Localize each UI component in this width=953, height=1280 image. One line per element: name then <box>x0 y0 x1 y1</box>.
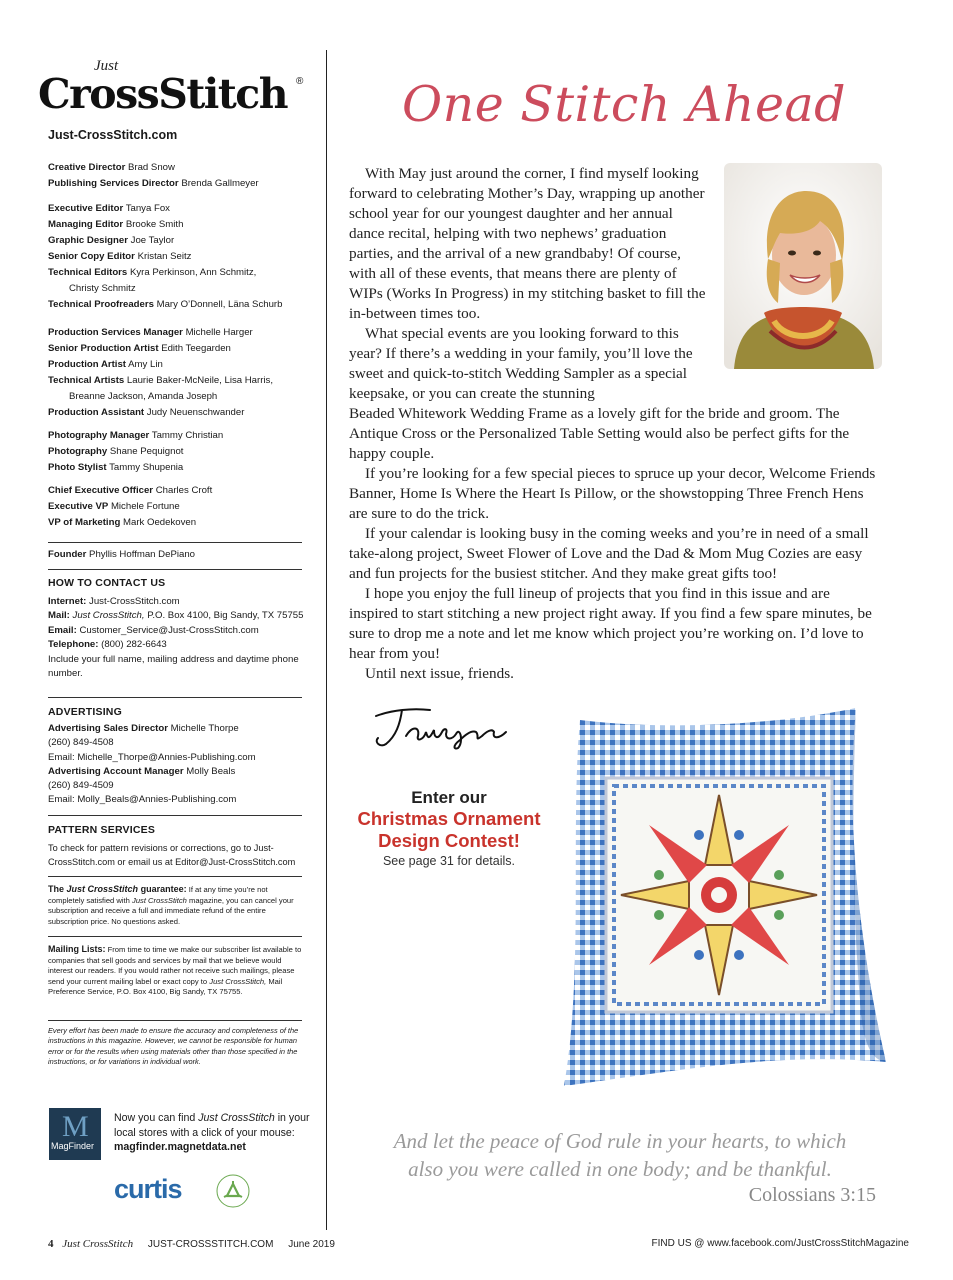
verse-reference: Colossians 3:15 <box>748 1184 876 1206</box>
contest-line3: Design Contest! <box>378 830 520 851</box>
footer-date: June 2019 <box>288 1239 335 1250</box>
magazine-logo <box>38 58 304 120</box>
staff-group-1 <box>48 160 303 192</box>
advertising-dir-email[interactable]: Email: Michelle_Thorpe@Annies-Publishing.com <box>48 751 256 763</box>
staff-line: Photography Manager Tammy Christian <box>48 430 224 441</box>
letter-paragraph: Beaded Whitework Wedding Frame as a lovely gift for the bride and groom. The Antique Cross or the Personalized Table Setting would also be perfect gifts for the happy couple. <box>349 405 850 462</box>
staff-line: Photo Stylist Tammy Shupenia <box>48 462 184 473</box>
footer-left <box>48 1238 335 1250</box>
advertising-title: ADVERTISING <box>48 706 122 718</box>
staff-line: Breanne Jackson, Amanda Joseph <box>69 391 218 402</box>
letter-paragraph: Until next issue, friends. <box>365 665 514 682</box>
divider <box>48 1020 302 1021</box>
staff-line: Photography Shane Pequignot <box>48 446 184 457</box>
staff-line: Creative Director Brad Snow <box>48 162 175 173</box>
pattern-text: To check for pattern revisions or corrections, go to Just-CrossStitch.com or email us at Editor@Just-CrossStitch.com <box>48 843 296 868</box>
letter-paragraph: With May just around the corner, I find myself looking forward to celebrating Mother’s Day, wrapping up another school year for our youngest daughter and her annual dance recital, helping with two nephews’ graduation parties, and the arrival of a new grandbaby! Of course, with all of these events, that means there are plenty of WIPs (Works In Progress) in my stitching basket to fill the in-between times too. <box>349 165 706 322</box>
letter-full-column <box>349 404 879 684</box>
staff-group-3 <box>48 325 303 421</box>
letter-paragraph: If you’re looking for a few special pieces to spruce up your decor, Welcome Friends Banner, Home Is Where the Heart Is Pillow, or the showstopping Three French Hens are sure to do the trick. <box>349 465 876 522</box>
staff-line: Executive Editor Tanya Fox <box>48 203 170 214</box>
staff-line: Production Services Manager Michelle Harger <box>48 327 253 338</box>
staff-line: Technical Proofreaders Mary O’Donnell, Läna Schurb <box>48 299 283 310</box>
staff-line: Senior Copy Editor Kristan Seitz <box>48 251 192 262</box>
contact-email[interactable]: Customer_Service@Just-CrossStitch.com <box>79 624 259 636</box>
advertising-mgr-email[interactable]: Email: Molly_Beals@Annies-Publishing.com <box>48 794 237 806</box>
divider <box>48 876 302 877</box>
staff-group-5 <box>48 483 303 531</box>
advertising-info: Advertising Sales Director Michelle Thorpe (260) 849-4508 Email: Michelle_Thorpe@Annies-Publishing.com Advertising Account Manager Molly Beals (260) 849-4509 Email: Molly_Beals@Annies-Publishing.com <box>48 722 304 808</box>
founder-line: Founder Phyllis Hoffman DePiano <box>48 549 195 560</box>
column-divider <box>326 50 327 1230</box>
divider <box>48 697 302 698</box>
bible-verse: And let the peace of God rule in your hearts, to which also you were called in one body; and be thankful. <box>393 1129 847 1181</box>
editor-signature <box>372 702 512 750</box>
magfinder-url[interactable]: magfinder.magnetdata.net <box>114 1141 246 1153</box>
letter-top-column <box>349 164 711 404</box>
staff-group-2 <box>48 201 303 313</box>
letter-paragraph: I hope you enjoy the full lineup of projects that you find in this issue and are inspired to start stitching a new project right away. If you find a few spare minutes, be sure to drop me a note and let me know which project you’re working on. I’d love to hear from you! <box>349 585 872 662</box>
logo-just: Just <box>94 58 119 74</box>
staff-line: Chief Executive Officer Charles Croft <box>48 485 213 496</box>
staff-line: Managing Editor Brooke Smith <box>48 219 184 230</box>
footer-facebook[interactable]: FIND US @ www.facebook.com/JustCrossStitchMagazine <box>651 1238 909 1249</box>
contest-line2: Christmas Ornament <box>357 808 541 829</box>
divider <box>48 936 302 937</box>
site-url[interactable]: Just-CrossStitch.com <box>48 128 178 142</box>
pillow-photo <box>540 700 892 1092</box>
staff-line: Production Artist Amy Lin <box>48 359 163 370</box>
logo-name: CrossStitch <box>38 70 288 118</box>
contest-promo[interactable] <box>336 788 562 868</box>
magfinder-text: Now you can find Just CrossStitch in your local stores with a click of your mouse: magfinder.magnetdata.net <box>114 1112 310 1153</box>
pattern-title: PATTERN SERVICES <box>48 824 156 836</box>
divider <box>48 815 302 816</box>
contact-info: Internet: Just-CrossStitch.com Mail: Just CrossStitch, P.O. Box 4100, Big Sandy, TX 75755 Email: Customer_Service@Just-CrossStitch.com Telephone: (800) 282-6643 Include your full name, mailing address and daytime phone number. <box>48 596 304 680</box>
staff-line: Senior Production Artist Edith Teegarden <box>48 343 231 354</box>
staff-group-4 <box>48 428 303 476</box>
divider <box>48 569 302 570</box>
staff-line: Publishing Services Director Brenda Gallmeyer <box>48 178 259 189</box>
page-title: One Stitch Ahead <box>402 76 847 133</box>
curtis-logo: curtis <box>114 1174 182 1204</box>
contest-line4: See page 31 for details. <box>382 854 516 868</box>
editor-photo <box>724 163 882 369</box>
recycle-icon <box>207 1170 259 1210</box>
contact-internet[interactable]: Just-CrossStitch.com <box>89 596 180 607</box>
footer-magazine: Just CrossStitch <box>62 1238 134 1250</box>
mailing-lists: Mailing Lists: From time to time we make our subscriber list available to companies that sell goods and services by mail that we believe would interest our readers. If you would rather not receive such mailings, please send your current mailing label or exact copy to Just CrossStitch, Mail Preference Service, P.O. Box 4100, Big Sandy, TX 75755. <box>48 944 302 997</box>
magfinder-logo[interactable]: M MagFinder <box>49 1108 101 1160</box>
staff-line: Executive VP Michele Fortune <box>48 501 180 512</box>
staff-line: Technical Editors Kyra Perkinson, Ann Schmitz, <box>48 267 257 278</box>
contact-title: HOW TO CONTACT US <box>48 577 166 589</box>
footer-url[interactable]: JUST-CROSSSTITCH.COM <box>147 1239 274 1250</box>
page-number: 4 <box>48 1238 54 1250</box>
staff-line: Technical Artists Laurie Baker-McNeile, Lisa Harris, <box>48 375 274 386</box>
staff-line: VP of Marketing Mark Oedekoven <box>48 517 197 528</box>
letter-paragraph: What special events are you looking forward to this year? If there’s a wedding in your family, you’ll love the sweet and quick-to-stitch Wedding Sampler as a special keepsake, or you can create the stunning <box>349 325 693 402</box>
contest-line1: Enter our <box>411 788 487 807</box>
letter-paragraph: If your calendar is looking busy in the coming weeks and you’re in need of a small take-along project, Sweet Flower of Love and the Dad & Mom Mug Cozies are easy and fun projects for the busiest stitcher. And they make great gifts too! <box>349 525 869 582</box>
guarantee: The Just CrossStitch guarantee: If at any time you’re not completely satisfied with Just CrossStitch magazine, you can cancel your subscription and receive a full and immediate refund of the entire subscription price. No questions asked. <box>48 884 294 926</box>
logo-registered: ® <box>296 76 304 87</box>
staff-line: Christy Schmitz <box>69 283 136 294</box>
staff-line: Production Assistant Judy Neuenschwander <box>48 407 245 418</box>
disclaimer: Every effort has been made to ensure the accuracy and completeness of the instructions in this magazine. However, we cannot be responsible for human error or for the results when using materials other than those specified in the instructions, or for variations in individual work. <box>48 1026 299 1067</box>
staff-line: Graphic Designer Joe Taylor <box>48 235 175 246</box>
divider <box>48 542 302 543</box>
